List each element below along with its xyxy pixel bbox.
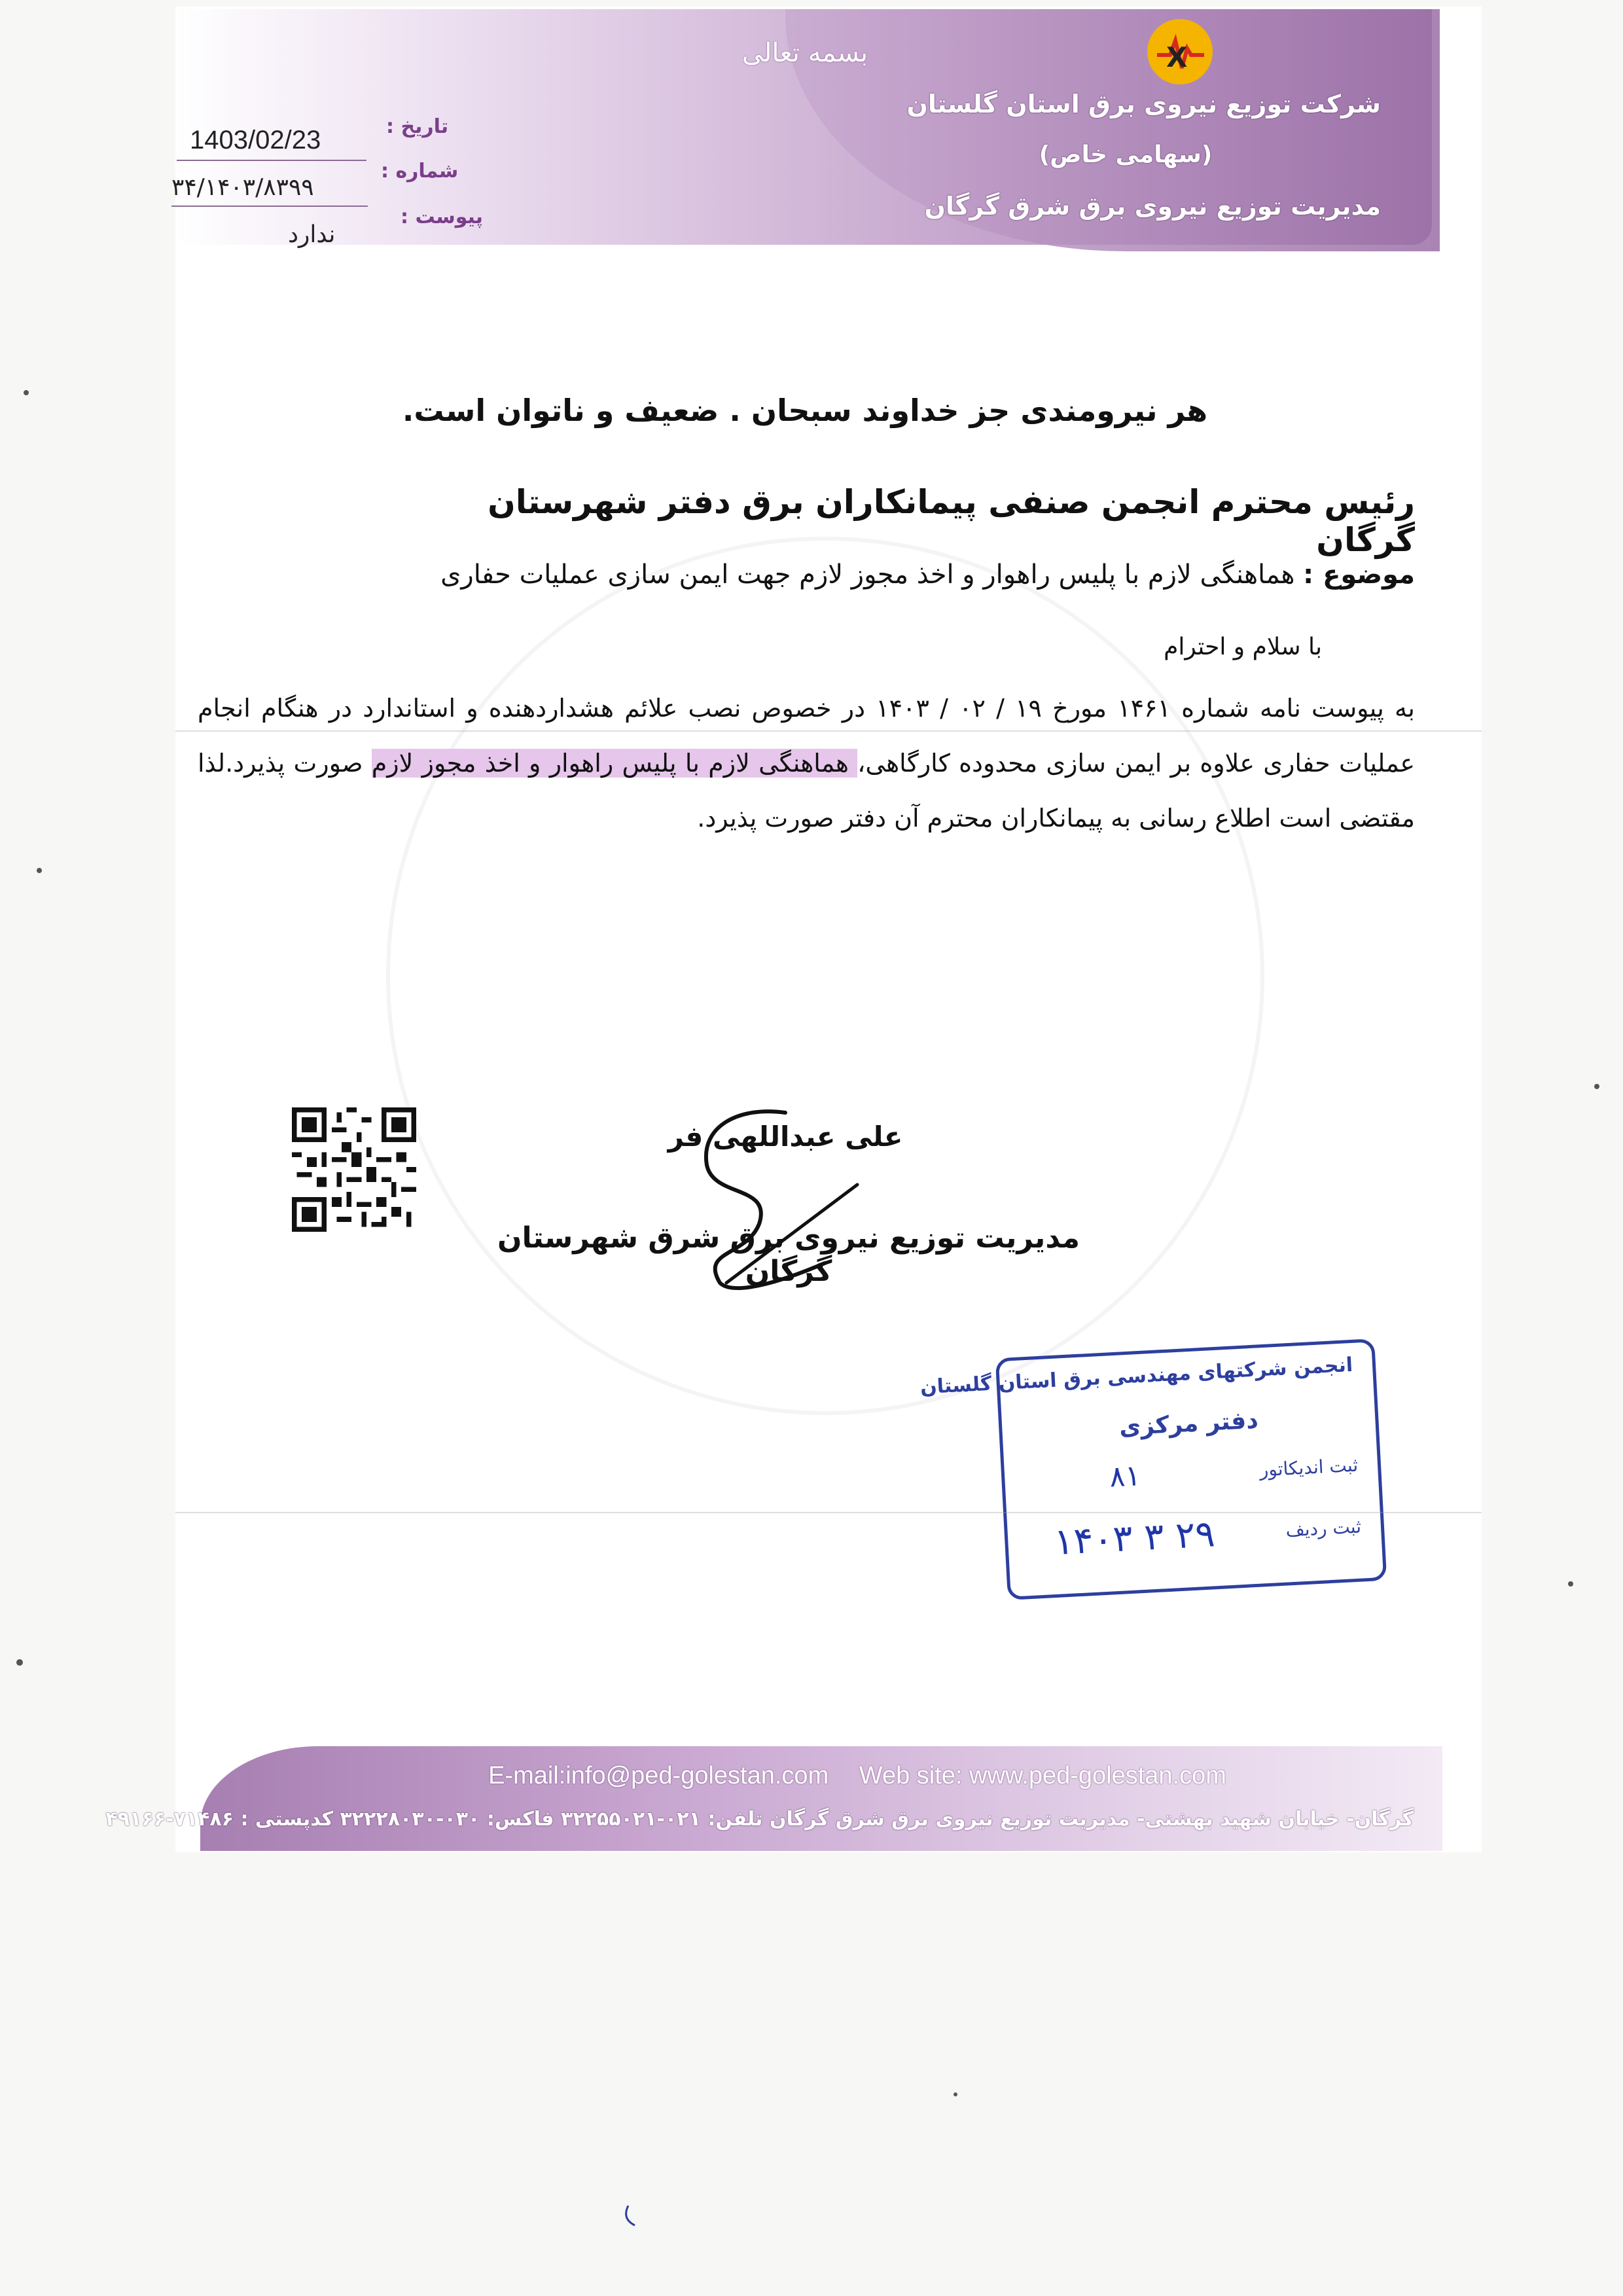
footer-address: گرگان- خیابان شهید بهشتی- مدیریت توزیع نیروی برق شرق گرگان تلفن: ۰۲۱-۳۲۲۵۵۰۲۱ فاکس: ۰۳۰-۳۲۲۲۸۰۳۰ کدپستی : ۷۱۴۸۶-۴۹۱۶۶	[105, 1808, 1414, 1831]
signer-name: علی عبداللهی فر	[668, 1121, 903, 1153]
greeting: با سلام و احترام	[1164, 634, 1322, 660]
number-value: ۳۴/۱۴۰۳/۸۳۹۹	[171, 174, 314, 201]
date-label: تاریخ :	[386, 115, 449, 138]
subject-label: موضوع :	[1303, 560, 1415, 590]
body-part-1: به پیوست نامه شماره ۱۴۶۱ مورخ ۱۹ / ۰۲ / ۱۴۰۳ در خصوص نصب علائم هشداردهنده و استاندارد در هنگام انجام عملیات حفاری علاوه بر ایمن سازی محدوده کارگاهی،	[198, 694, 1416, 778]
body-part-2: صورت پذیرد.لذا مقتضی است اطلاع رسانی به پیمانکاران محترم آن دفتر صورت پذیرد.	[198, 749, 1415, 833]
company-name: شرکت توزیع نیروی برق استان گلستان	[906, 90, 1381, 118]
department-name: مدیریت توزیع نیروی برق شرق گرگان	[924, 192, 1381, 221]
number-label: شماره :	[381, 160, 459, 183]
attachment-label: پیوست :	[401, 206, 484, 228]
stamp-office: دفتر مرکزی	[1118, 1407, 1259, 1441]
stamp-indicator-value: ۸۱	[1109, 1459, 1141, 1494]
stamp-row-value: ۱۴۰۳ ۳ ۲۹	[1052, 1513, 1217, 1564]
company-type: (سهامی خاص)	[1039, 141, 1213, 168]
signer-title: مدیریت توزیع نیروی برق شرق شهرستان گرگان	[497, 1221, 1080, 1288]
svg-text:X: X	[1166, 41, 1188, 73]
attachment-value: ندارد	[288, 221, 336, 248]
stamp-organization: انجمن شرکتهای مهندسی برق استان گلستان	[919, 1353, 1353, 1399]
date-value: 1403/02/23	[190, 126, 321, 154]
stamp-row-label: ثبت ردیف	[1285, 1515, 1362, 1541]
opening-quote: هر نیرومندی جز خداوند سبحان . ضعیف و ناتوان است.	[402, 393, 1208, 428]
footer-email: E-mail:info@ped-golestan.com	[488, 1762, 829, 1789]
body-highlight: هماهنگی لازم با پلیس راهوار و اخذ مجوز لازم	[371, 749, 858, 778]
subject-text: هماهنگی لازم با پلیس راهوار و اخذ مجوز لازم جهت ایمن سازی عملیات حفاری	[440, 560, 1295, 590]
addressee: رئیس محترم انجمن صنفی پیمانکاران برق دفتر شهرستان گرگان	[488, 483, 1415, 559]
footer-website: Web site: www.ped-golestan.com	[859, 1762, 1226, 1789]
stamp-indicator-label: ثبت اندیکاتور	[1258, 1454, 1359, 1481]
bismillah-text: بسمه تعالی	[741, 38, 868, 68]
